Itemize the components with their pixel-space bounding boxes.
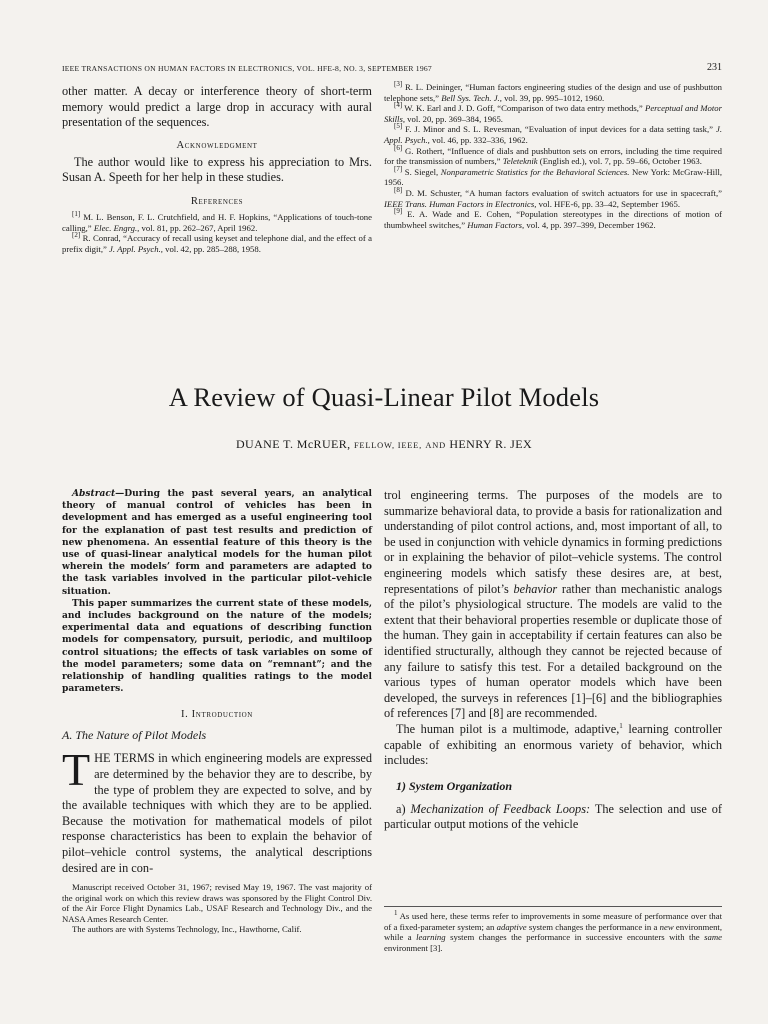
reference-details: vol. 46, pp. 332–336, 1962.	[432, 134, 528, 145]
author-2: HENRY R. JEX	[449, 437, 533, 451]
item-label: a)	[396, 801, 406, 816]
reference-source: J. Appl. Psych.,	[384, 124, 723, 145]
reference-text: G. Rothert, “Influence of dials and pushbutton sets on errors, including the time required for the transmission of numbers,”	[384, 145, 722, 167]
reference-details: vol. HFE-6, pp. 33–42, September 1965.	[538, 198, 680, 209]
reference-number: [3]	[394, 80, 403, 89]
reference-source: Bell Sys. Tech. J.,	[441, 92, 502, 103]
reference-item	[384, 143, 722, 167]
article-left-column	[62, 488, 372, 876]
references-list-left	[62, 212, 372, 254]
references-heading: References	[190, 195, 244, 207]
introduction-heading: I. Introduction	[181, 709, 253, 721]
reference-item	[384, 164, 723, 188]
emphasis: behavior	[513, 581, 558, 596]
reference-source: Perceptual and Motor Skills,	[384, 103, 723, 124]
reference-number: [6]	[394, 143, 403, 152]
running-header	[62, 64, 722, 78]
reference-source: Nonparametric Statistics for the Behavioral Sciences.	[440, 166, 630, 177]
acknowledgment-heading: Acknowledgment	[176, 139, 258, 151]
page-number: 231	[707, 62, 722, 73]
author-conjunction: AND	[425, 441, 446, 450]
intro-paragraph	[62, 744, 372, 876]
reference-text: R. Conrad, “Accuracy of recall using keyset and telephone dial, and the effect of a prefix digit,”	[62, 233, 372, 254]
reference-details: vol. 42, pp. 285–288, 1958.	[165, 243, 261, 254]
continuation-paragraph: other matter. A decay or interference theory of short-term memory would predict a large drop in accuracy with aural presentation of the sequences.	[62, 84, 372, 130]
reference-text: M. L. Benson, F. L. Crutchfield, and H. F. Hopkins, “Applications of touch-tone calling,”	[62, 211, 372, 233]
reference-details: vol. 20, pp. 369–384, 1965.	[407, 113, 503, 124]
footnote-text-part: environment [3].	[384, 942, 443, 953]
reference-text: E. A. Wade and E. Cohen, “Population stereotypes in the directions of motion of thumbwheel switches,”	[384, 209, 723, 230]
emphasis: learning	[416, 932, 446, 943]
footnote-manuscript: Manuscript received October 31, 1967; revised May 19, 1967. The vast majority of the original work on which this review draws was sponsored by the Flight Control Div. of the Air Force Flight Dynamics Lab., USAF Research and Technology Div., and the NASA Ames Research Center.	[62, 882, 372, 924]
author-1-grade: FELLOW, IEEE,	[353, 441, 422, 450]
acknowledgment-text-block	[62, 155, 372, 186]
emphasis: new	[659, 921, 674, 932]
footnote-text-part: system changes the performance in successive encounters with the	[450, 932, 700, 943]
reference-source: Teleteknik	[502, 156, 538, 167]
paragraph	[384, 722, 722, 769]
paragraph	[384, 488, 722, 722]
reference-text: S. Siegel,	[404, 166, 439, 177]
reference-text: D. M. Schuster, “A human factors evaluation of switch actuators for use in spacecraft,”	[405, 187, 722, 198]
intro-text: HE TERMS in which engineering models are expressed are determined by the behavior they are to describe, by the type of problem they are expected to solve, and by the available techniques with which they are to be applied. Because the motivation for mathematical models of pilot response characteristics has been to explain the behavior of pilot–vehicle control systems, the analytical descriptions desired are in con-	[62, 751, 372, 875]
footnote-marker: 1	[619, 721, 623, 730]
footnote-text-part: As used here, these terms refer to improvements in some measure of performance over that of a fixed-parameter system; an	[384, 911, 722, 932]
reference-source: IEEE Trans. Human Factors in Electronics,	[384, 198, 537, 209]
author-1: DUANE T. McRUER,	[235, 437, 351, 451]
emphasis: same	[704, 932, 722, 943]
body-paragraph-1	[384, 488, 722, 769]
prev-article-continuation	[62, 84, 372, 131]
abstract-text-1: —During the past several years, an analytical theory of manual control of vehicles has been in development and has emerged as a useful engineering tool for the explanation of past test results and prediction of new phenomena. An essential feature of this theory is the use of quasi-linear analytical models for the human pilot wherein the models’ form and parameters are adapted to the task variables involved in the particular pilot–vehicle situation.	[62, 488, 372, 597]
prev-article-right-column	[384, 82, 722, 230]
article-authors	[0, 437, 768, 452]
footnote-text-part: system changes the performance in a	[528, 921, 658, 932]
emphasis: adaptive	[496, 921, 527, 932]
drop-cap: T	[62, 744, 91, 796]
paragraph-text: trol engineering terms. The purposes of the models are to summarize behavioral data, to provide a basis for rationalization and understanding of pilot control actions, and, most important of all, to be used in conjunction with vehicle dynamics in forming predictions or in explaining the behavior of pilot–vehicle systems. The control engineering models which satisfy these desires are, at best, representations of pilot’s	[384, 488, 722, 596]
reference-item	[384, 82, 722, 103]
reference-number: [5]	[394, 122, 403, 131]
subsection-heading: A. The Nature of Pilot Models	[62, 728, 207, 743]
reference-item	[384, 124, 722, 145]
article-title: A Review of Quasi-Linear Pilot Models	[168, 382, 600, 412]
acknowledgment-text: The author would like to express his appreciation to Mrs. Susan A. Speeth for her help in these studies.	[62, 154, 372, 185]
footnote-text	[384, 911, 722, 953]
reference-number: [9]	[394, 207, 403, 216]
reference-details: (English ed.), vol. 7, pp. 59–66, October 1963.	[539, 156, 702, 167]
subsection-system-organization: 1) System Organization	[396, 778, 513, 793]
item-title: Mechanization of Feedback Loops:	[410, 801, 591, 816]
paragraph	[384, 802, 722, 833]
reference-number: [1]	[72, 210, 81, 219]
reference-number: [2]	[72, 231, 81, 240]
reference-details: vol. 39, pp. 995–1012, 1960.	[504, 92, 605, 103]
paragraph-text: rather than mechanistic analogs of the pilot’s physiological structure. The models are valid to the extent that their behavioral properties resemble or duplicate those of the human. They gain in acceptability if certain features can also be identified structurally, although they cannot be rejected because of any failure to satisfy this test. For a detailed background on the various types of human operator models which have been developed, the surveys in references [1]–[6] and the bibliographies of references [7] and [8] are recommended.	[384, 581, 723, 721]
prev-article-left-column	[62, 84, 372, 254]
reference-item	[62, 233, 372, 254]
reference-source: J. Appl. Psych.,	[109, 243, 163, 254]
abstract-paragraph-1	[62, 488, 372, 598]
reference-text: R. L. Deininger, “Human factors engineering studies of the design and use of pushbutton telephone sets,”	[384, 82, 723, 103]
paragraph-text: learning controller capable of exhibiting an enormous variety of behavior, which includes:	[384, 721, 722, 768]
reference-text: F. J. Minor and S. L. Revesman, “Evaluation of input devices for a data setting task,”	[405, 124, 713, 135]
reference-number: [4]	[394, 101, 403, 110]
paragraph-text: The selection and use of particular output motions of the vehicle	[384, 801, 722, 832]
references-list-right	[384, 82, 722, 230]
reference-details: vol. 4, pp. 397–399, December 1962.	[526, 219, 656, 230]
reference-details: New York: McGraw-Hill, 1956.	[384, 166, 723, 188]
reference-text: W. K. Earl and J. D. Goff, “Comparison of two data entry methods,”	[404, 103, 643, 114]
paragraph-text: The human pilot is a multimode, adaptive,	[396, 721, 620, 736]
reference-item	[384, 209, 722, 230]
body-paragraph-2	[384, 802, 722, 833]
abstract-label: Abstract	[72, 488, 116, 499]
manuscript-footnote	[62, 882, 372, 935]
reference-item	[384, 188, 722, 209]
reference-source: Human Factors,	[467, 219, 525, 230]
abstract	[62, 488, 372, 695]
footnote-1	[384, 906, 722, 953]
reference-number: [7]	[394, 164, 403, 173]
journal-header: IEEE TRANSACTIONS ON HUMAN FACTORS IN ELECTRONICS, VOL. HFE-8, NO. 3, SEPTEMBER 1967	[62, 64, 432, 73]
reference-details: vol. 81, pp. 262–267, April 1962.	[141, 222, 258, 233]
reference-item	[384, 103, 722, 124]
footnote-affiliation: The authors are with Systems Technology, Inc., Hawthorne, Calif.	[72, 924, 302, 935]
footnote-marker: 1	[394, 909, 398, 918]
article-right-column	[384, 488, 722, 833]
reference-number: [8]	[394, 186, 403, 195]
footnote-text-part: environment, while a	[384, 921, 723, 943]
reference-source: Elec. Engrg.,	[93, 222, 140, 233]
abstract-paragraph-2: This paper summarizes the current state of these models, and includes background on the nature of the models; experimental data and equations of describing function models for compensatory, pursuit, periodic, and multiloop control situations; the effects of task variables on some of the model parameters; some data on “remnant”; and the relationship of handling qualities ratings to the model parameters.	[62, 597, 372, 695]
reference-item	[62, 212, 372, 233]
